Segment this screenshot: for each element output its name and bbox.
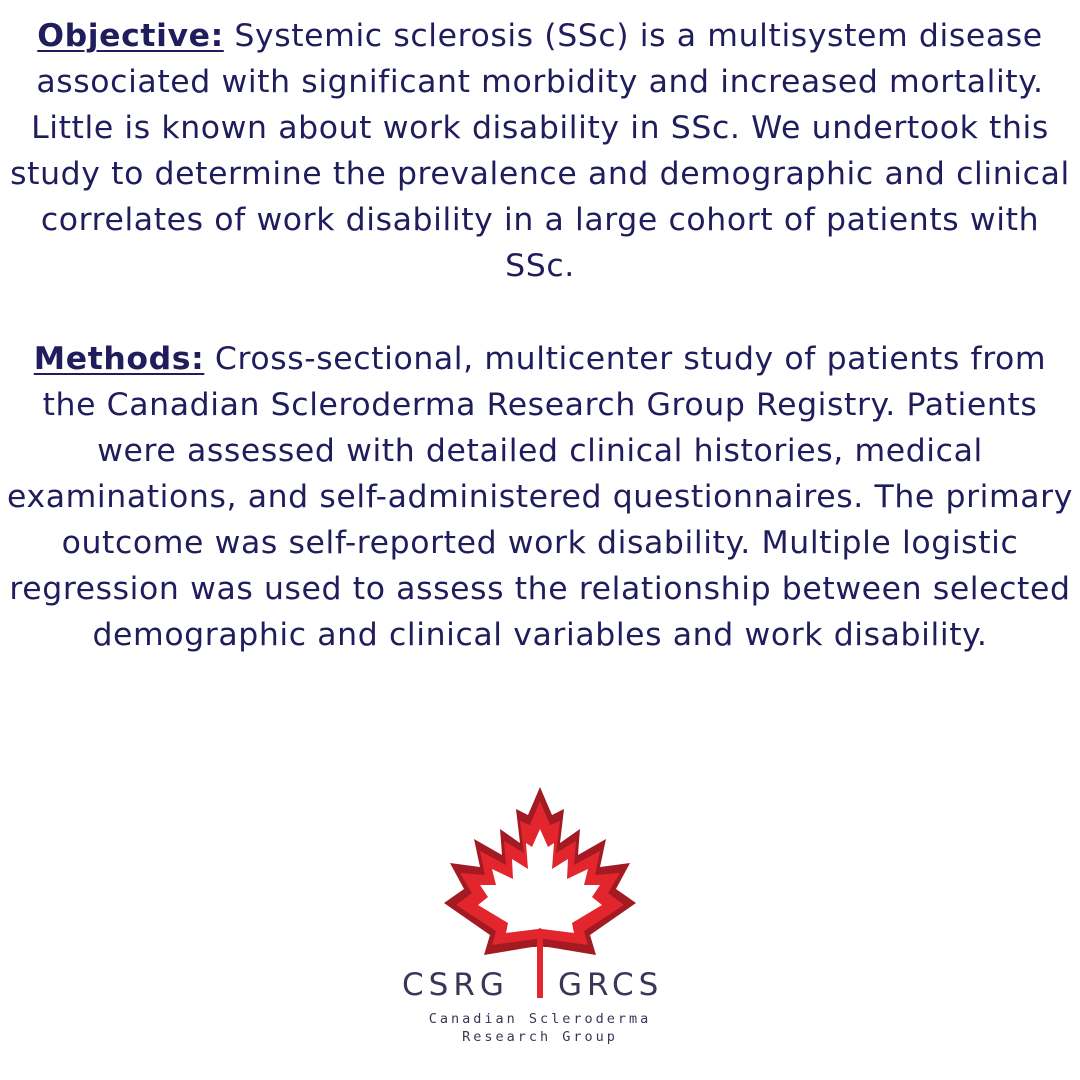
methods-paragraph — [6, 336, 1074, 658]
logo-subtitle-line-1: Canadian Scleroderma — [428, 1011, 652, 1027]
logo-subtitle-line-2: Research Group — [462, 1029, 618, 1045]
objective-paragraph — [6, 13, 1074, 289]
logo-wordmark — [390, 967, 690, 1007]
logo-text-grcs: GRCS — [558, 967, 664, 1003]
methods-body: Cross-sectional, multicenter study of patients from the Canadian Scleroderma Research Group Registry. Patients were assessed with detailed clinical histories, medical examinations, and self-administered questionnaires. The primary outcome was self-reported work disability. Multiple logistic regression was used to assess the relationship between selected demographic and clinical variables and work disability. — [7, 341, 1073, 653]
methods-heading: Methods: — [33, 341, 205, 377]
logo-text-csrg: CSRG — [402, 967, 509, 1003]
objective-body: Systemic sclerosis (SSc) is a multisystem disease associated with significant morbidity and increased mortality. Little is known about work disability in SSc. We undertook this study to determine the prevalence and demographic and clinical correlates of work disability in a large cohort of patients with SSc. — [10, 18, 1070, 284]
objective-heading: Objective: — [37, 18, 224, 54]
csrg-logo — [390, 785, 690, 1055]
